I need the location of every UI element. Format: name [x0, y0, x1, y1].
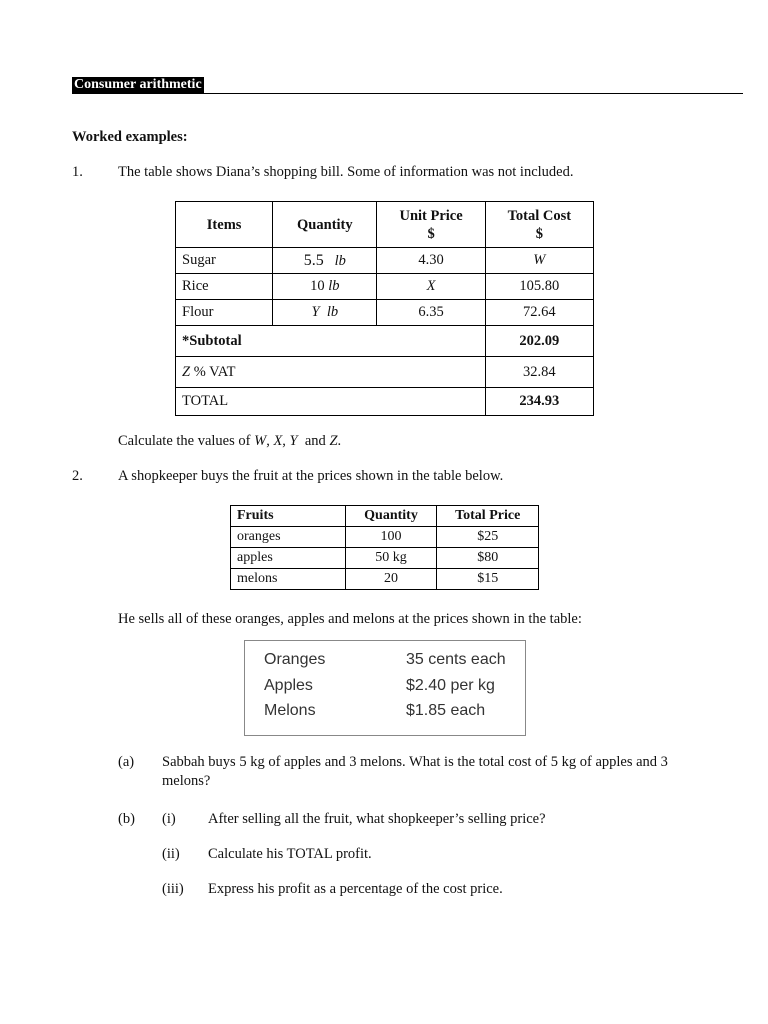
header-fruits: Fruits	[231, 506, 346, 527]
unit-price-cell: 6.35	[377, 300, 485, 326]
q1-calc-instruction: Calculate the values of W, X, Y and Z.	[118, 433, 342, 449]
quantity-cell: 50 kg	[345, 548, 437, 569]
total-label: TOTAL	[176, 388, 486, 416]
part-b-i-label: (i)	[162, 811, 176, 827]
part-a-label: (a)	[118, 754, 135, 770]
vat-label: Z % VAT	[176, 357, 486, 388]
quantity-cell: 10 lb	[273, 274, 377, 300]
fruit-cell: melons	[231, 569, 346, 590]
subtotal-label: *Subtotal	[176, 326, 486, 357]
q1-number: 1.	[72, 164, 83, 180]
price-cell: $25	[437, 527, 539, 548]
table-row	[176, 274, 594, 300]
subtotal-value: 202.09	[485, 326, 593, 357]
header-items: Items	[176, 202, 273, 248]
table-row	[231, 569, 539, 590]
part-b-label: (b)	[118, 811, 135, 827]
subtotal-row	[176, 326, 594, 357]
price-item: Apples	[264, 677, 313, 694]
unit-price-cell: X	[377, 274, 485, 300]
section-title-bar	[72, 75, 743, 94]
table-header-row	[231, 506, 539, 527]
price-value: $1.85 each	[406, 702, 486, 719]
header-unit-price: Unit Price $	[377, 202, 485, 248]
total-cost-cell: 72.64	[485, 300, 593, 326]
q2-sells-text: He sells all of these oranges, apples and melons at the prices shown in the table:	[118, 611, 582, 627]
total-row	[176, 388, 594, 416]
price-cell: $80	[437, 548, 539, 569]
q2-number: 2.	[72, 468, 83, 484]
vat-row	[176, 357, 594, 388]
part-b-iii-label: (iii)	[162, 881, 184, 897]
price-item: Melons	[264, 702, 316, 719]
part-b-ii-label: (ii)	[162, 846, 180, 862]
total-cost-cell: W	[485, 248, 593, 274]
part-a-line1: Sabbah buys 5 kg of apples and 3 melons. What is the total cost of 5 kg of apples and 3	[162, 754, 668, 770]
item-cell: Sugar	[176, 248, 273, 274]
part-b-iii-text: Express his profit as a percentage of the cost price.	[208, 881, 503, 897]
table-row	[231, 527, 539, 548]
header-total-price: Total Price	[437, 506, 539, 527]
header-quantity: Quantity	[345, 506, 437, 527]
total-cost-cell: 105.80	[485, 274, 593, 300]
header-quantity: Quantity	[273, 202, 377, 248]
price-value: 35 cents each	[406, 651, 506, 668]
section-title: Consumer arithmetic	[74, 77, 202, 92]
vat-value: 32.84	[485, 357, 593, 388]
price-cell: $15	[437, 569, 539, 590]
part-a-line2: melons?	[162, 773, 211, 789]
table-row	[176, 300, 594, 326]
q2-text: A shopkeeper buys the fruit at the prices shown in the table below.	[118, 468, 504, 484]
header-total-cost: Total Cost $	[485, 202, 593, 248]
fruit-cell: apples	[231, 548, 346, 569]
fruit-purchase-table	[230, 505, 539, 590]
quantity-cell: 5.5 lb	[273, 248, 377, 274]
total-value: 234.93	[485, 388, 593, 416]
shopping-bill-table	[175, 201, 594, 416]
worked-examples-heading: Worked examples:	[72, 129, 188, 145]
table-row	[176, 248, 594, 274]
unit-price-cell: 4.30	[377, 248, 485, 274]
fruit-cell: oranges	[231, 527, 346, 548]
quantity-cell: 100	[345, 527, 437, 548]
quantity-cell: Y lb	[273, 300, 377, 326]
table-row	[231, 548, 539, 569]
item-cell: Flour	[176, 300, 273, 326]
item-cell: Rice	[176, 274, 273, 300]
q1-text: The table shows Diana’s shopping bill. Some of information was not included.	[118, 164, 574, 180]
price-item: Oranges	[264, 651, 326, 668]
selling-price-box	[244, 640, 526, 736]
part-b-i-text: After selling all the fruit, what shopkeeper’s selling price?	[208, 811, 546, 827]
part-b-ii-text: Calculate his TOTAL profit.	[208, 846, 372, 862]
quantity-cell: 20	[345, 569, 437, 590]
price-value: $2.40 per kg	[406, 677, 495, 694]
table-header-row	[176, 202, 594, 248]
